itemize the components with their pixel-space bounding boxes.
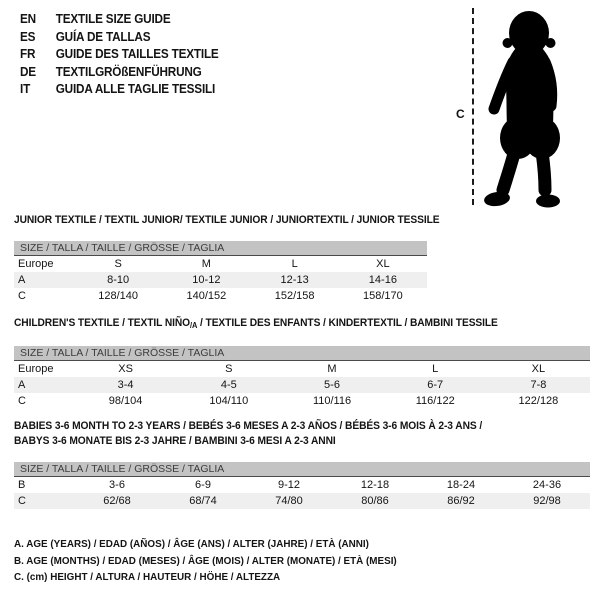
table-cell: 68/74 (189, 495, 217, 507)
row-label: C (18, 395, 26, 407)
table-cell: 104/110 (209, 395, 249, 407)
language-code: EN (20, 12, 36, 26)
footnotes (14, 536, 397, 586)
table-cell: 24-36 (532, 479, 562, 491)
table-row (14, 361, 590, 377)
language-code: FR (20, 47, 36, 62)
table-cell: 8-10 (107, 274, 130, 286)
size-header-bar: SIZE / TALLA / TAILLE / GRÖSSE / TAGLIA (14, 462, 590, 477)
table-cell: L (432, 363, 439, 375)
table-cell: 80/86 (361, 495, 389, 507)
language-row (20, 46, 219, 64)
junior-size-table (14, 241, 427, 304)
table-cell: S (114, 258, 122, 270)
table-cell: 4-5 (220, 379, 237, 391)
language-label: TEXTILE SIZE GUIDE (55, 12, 171, 26)
language-row (20, 11, 219, 29)
table-cell: M (327, 363, 337, 375)
table-cell: 3-4 (117, 379, 134, 391)
table-rows (14, 477, 590, 509)
table-row (14, 288, 427, 304)
children-title-suffix: / TEXTILE DES ENFANTS / KINDERTEXTIL / BAMBINI TESSILE (197, 317, 498, 329)
language-label: GUIDE DES TAILLES TEXTILE (55, 47, 219, 62)
table-cell: 98/104 (108, 395, 143, 407)
table-row (14, 493, 590, 509)
row-label: A (18, 379, 26, 391)
language-row (20, 64, 219, 82)
table-cell: 3-6 (109, 479, 125, 491)
row-label: Europe (18, 258, 54, 270)
row-label: Europe (18, 363, 54, 375)
row-label: C (18, 495, 26, 507)
table-cell: 128/140 (98, 290, 138, 302)
table-cell: 9-12 (277, 479, 301, 491)
table-cell: 6-9 (195, 479, 211, 491)
table-row (14, 256, 427, 272)
table-cell: 10-12 (192, 274, 221, 286)
table-cell: 122/128 (518, 395, 559, 407)
size-header-bar: SIZE / TALLA / TAILLE / GRÖSSE / TAGLIA (14, 346, 590, 361)
table-cell: M (201, 258, 211, 270)
language-label: GUÍA DE TALLAS (55, 29, 151, 44)
junior-table-title: JUNIOR TEXTILE / TEXTIL JUNIOR/ TEXTILE JUNIOR / JUNIORTEXTIL / JUNIOR TESSILE (14, 214, 440, 226)
table-row (14, 477, 590, 493)
table-cell: XS (118, 363, 133, 375)
height-measure-label: C (456, 107, 465, 121)
language-row (20, 81, 219, 99)
table-row (14, 272, 427, 288)
children-size-table (14, 346, 590, 409)
table-cell: 7-8 (530, 379, 547, 391)
footnote-age-years: A. AGE (YEARS) / EDAD (AÑOS) / ÂGE (ANS) / ALTER (JAHRE) / ETÀ (ANNI) (14, 538, 369, 550)
footnote-age-months: B. AGE (MONTHS) / EDAD (MESES) / ÂGE (MOIS) / ALTER (MONATE) / ETÀ (MESI) (14, 554, 397, 567)
language-code: ES (20, 29, 36, 44)
table-cell: 92/98 (533, 495, 561, 507)
table-cell: 12-18 (360, 479, 390, 491)
children-title-prefix: CHILDREN'S TEXTILE / TEXTIL NIÑO (14, 317, 191, 329)
table-cell: 62/68 (103, 495, 131, 507)
table-row (14, 393, 590, 409)
language-row (20, 29, 219, 47)
table-cell: XL (376, 258, 390, 270)
babies-size-table (14, 462, 590, 509)
table-cell: S (225, 363, 233, 375)
table-cell: 14-16 (368, 274, 397, 286)
table-cell: 110/116 (312, 395, 352, 407)
table-cell: 18-24 (446, 479, 476, 491)
babies-table-title-line1: BABIES 3-6 MONTH TO 2-3 YEARS / BEBÉS 3-6 MESES A 2-3 AÑOS / BÉBÉS 3-6 MOIS À 2-3 ANS / (14, 420, 483, 432)
row-label: B (18, 479, 26, 491)
table-cell: 5-6 (324, 379, 340, 391)
baby-silhouette-icon (482, 2, 598, 212)
children-title-subscript: /A (190, 321, 198, 330)
table-cell: XL (531, 363, 546, 375)
table-cell: 158/170 (362, 290, 403, 302)
size-header-bar: SIZE / TALLA / TAILLE / GRÖSSE / TAGLIA (14, 241, 427, 256)
table-cell: 12-13 (280, 274, 309, 286)
row-label: C (18, 290, 26, 302)
height-measure-dashed-line (472, 8, 474, 205)
language-label: TEXTILGRÖßENFÜHRUNG (55, 64, 202, 79)
language-list (20, 11, 219, 99)
table-cell: 74/80 (275, 495, 303, 507)
language-code: DE (20, 64, 36, 79)
children-table-title (14, 317, 498, 330)
table-cell: 140/152 (186, 290, 227, 302)
table-cell: L (291, 258, 298, 270)
row-label: A (18, 274, 26, 286)
table-rows (14, 256, 427, 304)
table-rows (14, 361, 590, 409)
babies-table-title-line2: BABYS 3-6 MONATE BIS 2-3 JAHRE / BAMBINI 3-6 MESI A 2-3 ANNI (14, 435, 336, 447)
language-label: GUIDA ALLE TAGLIE TESSILI (55, 82, 216, 97)
table-cell: 152/158 (274, 290, 315, 302)
table-row (14, 377, 590, 393)
language-code: IT (20, 82, 31, 97)
table-cell: 86/92 (447, 495, 475, 507)
table-cell: 116/122 (415, 395, 455, 407)
table-cell: 6-7 (427, 379, 444, 391)
footnote-height: C. (cm) HEIGHT / ALTURA / HAUTEUR / HÖHE / ALTEZZA (14, 571, 281, 584)
